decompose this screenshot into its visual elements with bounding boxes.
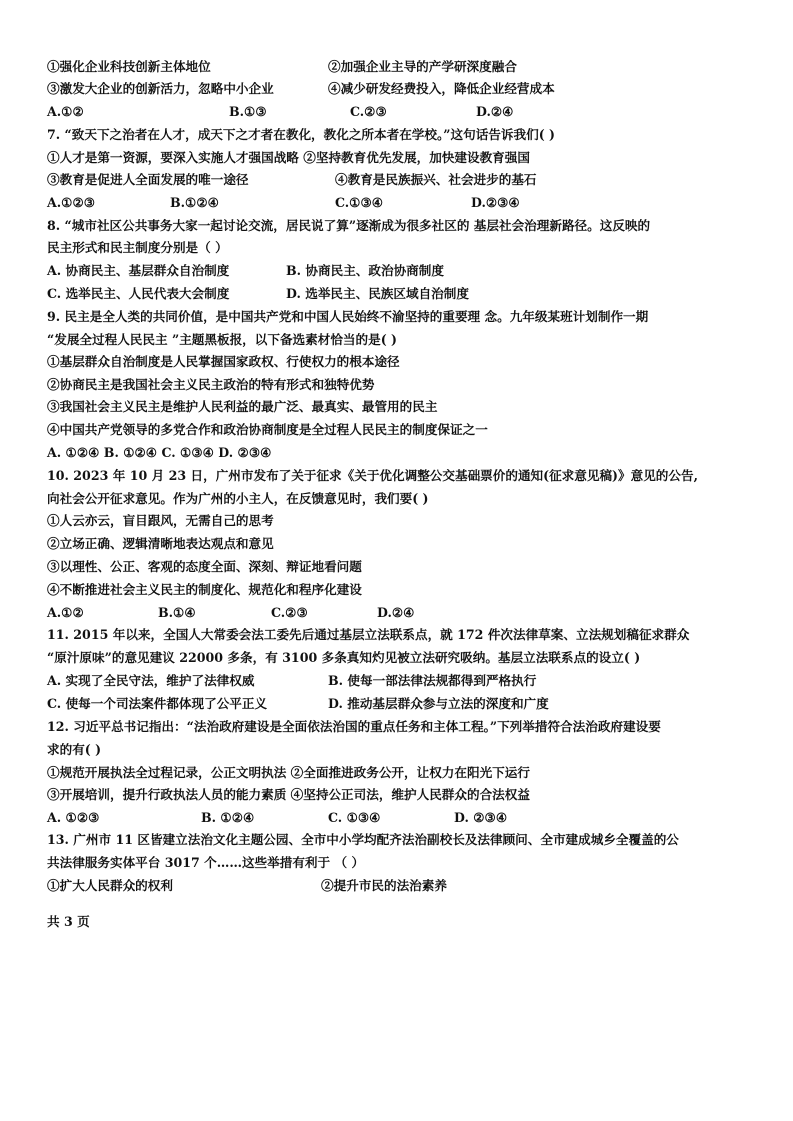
question-text-line: D.②④	[377, 605, 415, 620]
question-text-line: C.②③	[350, 104, 387, 119]
question-text-line: D. 推动基层群众参与立法的深度和广度	[328, 696, 549, 711]
question-text-line: B. 使每一部法律法规都得到严格执行	[328, 673, 537, 688]
question-text-line: A. 协商民主、基层群众自治制度	[47, 263, 230, 278]
question-text-line: ④减少研发经费投入，降低企业经营成本	[328, 81, 555, 96]
question-text-line: C. 选举民主、人民代表大会制度	[47, 286, 230, 301]
question-text-line: C.②③	[271, 605, 308, 620]
question-text-line: A. ①②④ B. ①②④ C. ①③④ D. ②③④	[47, 445, 272, 460]
question-text-line: 向社会公开征求意见。作为广州的小主人，在反馈意见时，我们要( )	[47, 491, 429, 506]
question-text-line: A. ①②③	[47, 810, 100, 825]
question-text-line: C. 使每一个司法案件都体现了公平正义	[47, 696, 268, 711]
question-text-line: “发展全过程人民民主 ”主题黑板报，以下备选素材恰当的是( )	[47, 332, 398, 347]
question-text-line: ③激发大企业的创新活力，忽略中小企业	[47, 81, 274, 96]
question-text-line: ③以理性、公正、客观的态度全面、深刻、辩证地看问题	[47, 559, 362, 574]
question-text-line: ③我国社会主义民主是维护人民利益的最广泛、最真实、最管用的民主	[47, 399, 438, 414]
question-text-line: 10. 2023 年 10 月 23 日，广州市发布了关于征求《关于优化调整公交基础票价的通知(征求意见稿)》意见的公告,	[47, 468, 698, 483]
question-text-line: C.①③④	[335, 195, 384, 210]
page-count-footer: 共 3 页	[47, 914, 90, 929]
question-text-line: A.①②③	[47, 195, 96, 210]
question-text-line: ①人云亦云，盲目跟风，无需自己的思考	[47, 513, 274, 528]
question-text-line: ①强化企业科技创新主体地位	[47, 59, 211, 74]
question-text-line: 民主形式和民主制度分别是（ ）	[47, 240, 228, 255]
question-text-line: B.①③	[229, 104, 267, 119]
question-text-line: 11. 2015 年以来，全国人大常委会法工委先后通过基层立法联系点，就 172 件次法律草案、立法规划稿征求群众	[47, 627, 690, 642]
question-text-line: ④中国共产党领导的多党合作和政治协商制度是全过程人民民主的制度保证之一	[47, 422, 488, 437]
question-text-line: 9. 民主是全人类的共同价值，是中国共产党和中国人民始终不渝坚持的重要理 念。九年级某班计划制作一期	[47, 309, 649, 324]
question-text-line: D. ②③④	[454, 810, 508, 825]
question-text-line: ②协商民主是我国社会主义民主政治的特有形式和独特优势	[47, 377, 375, 392]
question-text-line: ①扩大人民群众的权利	[47, 878, 173, 893]
question-text-line: B. ①②④	[201, 810, 255, 825]
question-text-line: 共法律服务实体平台 3017 个……这些举措有利于 （ ）	[47, 855, 365, 870]
question-text-line: ①规范开展执法全过程记录，公正文明执法 ②全面推进政务公开，让权力在阳光下运行	[47, 765, 530, 780]
question-text-line: 13. 广州市 11 区皆建立法治文化主题公园、全市中小学均配齐法治副校长及法律顾问、全市建成城乡全覆盖的公	[47, 832, 679, 847]
question-text-line: “原汁原味”的意见建议 22000 多条，有 3100 多条真知灼见被立法研究吸纳。基层立法联系点的设立( )	[47, 650, 641, 665]
question-text-line: B.①④	[158, 605, 196, 620]
question-text-line: A.①②	[47, 605, 84, 620]
question-text-line: ②提升市民的法治素养	[321, 878, 447, 893]
question-text-line: ①基层群众自治制度是人民掌握国家政权、行使权力的根本途径	[47, 354, 400, 369]
question-text-line: 7. “致天下之治者在人才，成天下之才者在教化，教化之所本者在学校。”这句话告诉我们( )	[47, 127, 555, 142]
question-text-line: D. 选举民主、民族区域自治制度	[286, 286, 469, 301]
question-text-line: ②立场正确、逻辑清晰地表达观点和意见	[47, 536, 274, 551]
question-text-line: 12. 习近平总书记指出：“法治政府建设是全面依法治国的重点任务和主体工程。”下列举措符合法治政府建设要	[47, 719, 661, 734]
question-text-line: C. ①③④	[328, 810, 381, 825]
question-text-line: ④不断推进社会主义民主的制度化、规范化和程序化建设	[47, 582, 362, 597]
question-text-line: ④教育是民族振兴、社会进步的基石	[335, 172, 537, 187]
question-text-line: A.①②	[47, 104, 84, 119]
question-text-line: B. 协商民主、政治协商制度	[286, 263, 444, 278]
question-text-line: A. 实现了全民守法，维护了法律权威	[47, 673, 255, 688]
question-text-line: B.①②④	[170, 195, 219, 210]
question-text-line: ③教育是促进人全面发展的唯一途径	[47, 172, 249, 187]
question-text-line: 8. “城市社区公共事务大家一起讨论交流，居民说了算”逐渐成为很多社区的 基层社会治理新路径。这反映的	[47, 218, 651, 233]
question-text-line: D.②③④	[471, 195, 520, 210]
question-text-line: ③开展培训，提升行政执法人员的能力素质 ④坚持公正司法，维护人民群众的合法权益	[47, 787, 530, 802]
question-text-line: 求的有( )	[47, 742, 102, 757]
question-text-line: ①人才是第一资源，要深入实施人才强国战略 ②坚持教育优先发展，加快建设教育强国	[47, 150, 530, 165]
question-text-line: ②加强企业主导的产学研深度融合	[328, 59, 517, 74]
question-text-line: D.②④	[476, 104, 514, 119]
